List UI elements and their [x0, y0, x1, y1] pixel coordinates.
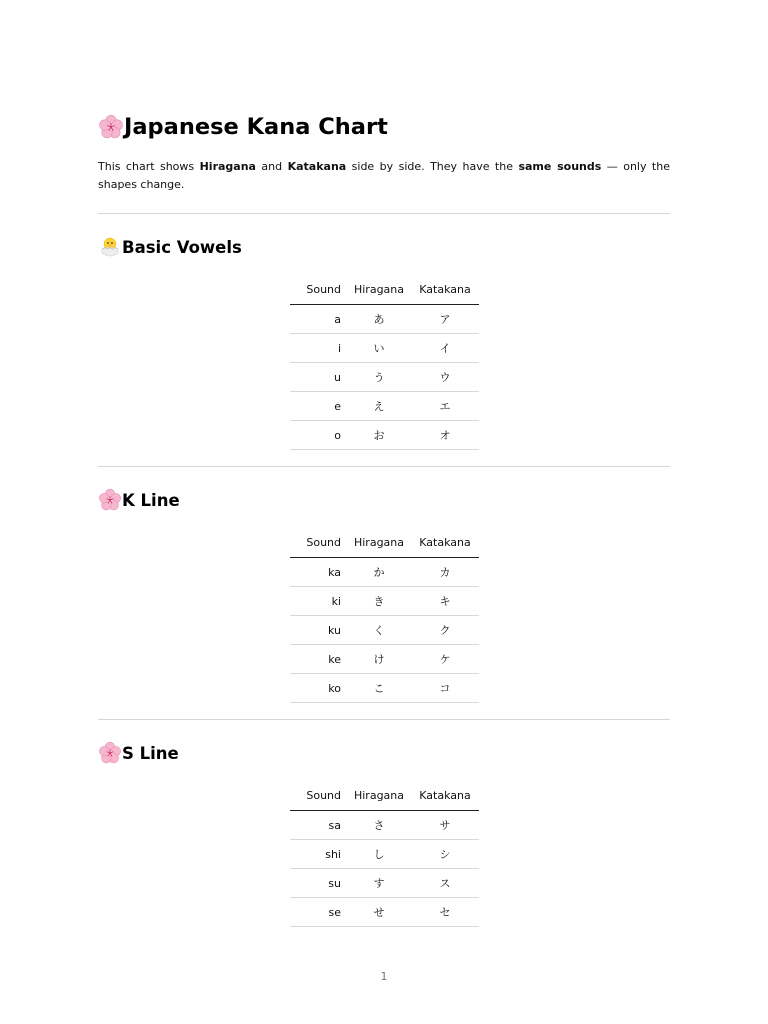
- sound-cell: a: [290, 305, 347, 334]
- page-title: [98, 110, 388, 144]
- intro-bold-hiragana: Hiragana: [199, 160, 256, 173]
- column-header-hiragana: Hiragana: [347, 780, 411, 811]
- intro-text: and: [255, 160, 288, 173]
- hiragana-cell: お: [347, 421, 411, 450]
- hiragana-cell: こ: [347, 674, 411, 703]
- katakana-cell: ケ: [411, 645, 479, 674]
- table-row: [290, 363, 479, 392]
- katakana-cell: オ: [411, 421, 479, 450]
- hiragana-cell: せ: [347, 898, 411, 927]
- sound-cell: sa: [290, 811, 347, 840]
- hatching-chick-icon: [98, 235, 122, 259]
- hiragana-cell: さ: [347, 811, 411, 840]
- table-header-row: [290, 274, 479, 305]
- table-row: [290, 840, 479, 869]
- sound-cell: o: [290, 421, 347, 450]
- intro-text: side by side. They have the: [346, 160, 519, 173]
- table-row: [290, 645, 479, 674]
- sound-cell: shi: [290, 840, 347, 869]
- katakana-cell: コ: [411, 674, 479, 703]
- column-header-katakana: Katakana: [411, 527, 479, 558]
- hiragana-cell: く: [347, 616, 411, 645]
- sound-cell: ko: [290, 674, 347, 703]
- section-heading-text: K Line: [122, 490, 180, 510]
- divider: [98, 719, 670, 720]
- sound-cell: ka: [290, 558, 347, 587]
- sound-cell: i: [290, 334, 347, 363]
- column-header-sound: Sound: [290, 527, 347, 558]
- intro-paragraph: [98, 158, 670, 194]
- hiragana-cell: け: [347, 645, 411, 674]
- column-header-sound: Sound: [290, 780, 347, 811]
- intro-bold-katakana: Katakana: [287, 160, 347, 173]
- divider: [98, 213, 670, 214]
- hiragana-cell: う: [347, 363, 411, 392]
- cherry-blossom-icon: [98, 114, 124, 140]
- divider: [98, 466, 670, 467]
- kana-table-k-line: [290, 527, 479, 703]
- cherry-blossom-icon: [98, 741, 122, 765]
- hiragana-cell: か: [347, 558, 411, 587]
- cherry-blossom-icon: [98, 488, 122, 512]
- table-row: [290, 421, 479, 450]
- hiragana-cell: す: [347, 869, 411, 898]
- section-heading-text: Basic Vowels: [122, 237, 242, 257]
- sound-cell: ki: [290, 587, 347, 616]
- section-heading-k-line: [98, 486, 180, 514]
- table-row: [290, 305, 479, 334]
- table-row: [290, 869, 479, 898]
- column-header-hiragana: Hiragana: [347, 274, 411, 305]
- sound-cell: se: [290, 898, 347, 927]
- table-row: [290, 587, 479, 616]
- column-header-katakana: Katakana: [411, 274, 479, 305]
- katakana-cell: ク: [411, 616, 479, 645]
- table-row: [290, 616, 479, 645]
- katakana-cell: カ: [411, 558, 479, 587]
- katakana-cell: イ: [411, 334, 479, 363]
- hiragana-cell: あ: [347, 305, 411, 334]
- katakana-cell: エ: [411, 392, 479, 421]
- hiragana-cell: し: [347, 840, 411, 869]
- kana-table-s-line: [290, 780, 479, 927]
- katakana-cell: セ: [411, 898, 479, 927]
- intro-text: This chart shows: [98, 160, 200, 173]
- page-title-text: Japanese Kana Chart: [124, 114, 388, 140]
- katakana-cell: シ: [411, 840, 479, 869]
- hiragana-cell: え: [347, 392, 411, 421]
- table-row: [290, 674, 479, 703]
- column-header-katakana: Katakana: [411, 780, 479, 811]
- katakana-cell: サ: [411, 811, 479, 840]
- sound-cell: u: [290, 363, 347, 392]
- column-header-sound: Sound: [290, 274, 347, 305]
- table-header-row: [290, 527, 479, 558]
- section-heading-basic-vowels: [98, 233, 242, 261]
- katakana-cell: キ: [411, 587, 479, 616]
- table-header-row: [290, 780, 479, 811]
- katakana-cell: ウ: [411, 363, 479, 392]
- table-row: [290, 334, 479, 363]
- hiragana-cell: い: [347, 334, 411, 363]
- katakana-cell: ア: [411, 305, 479, 334]
- table-row: [290, 392, 479, 421]
- section-heading-text: S Line: [122, 743, 179, 763]
- sound-cell: e: [290, 392, 347, 421]
- sound-cell: ke: [290, 645, 347, 674]
- hiragana-cell: き: [347, 587, 411, 616]
- kana-table-basic-vowels: [290, 274, 479, 450]
- section-heading-s-line: [98, 739, 179, 767]
- sound-cell: su: [290, 869, 347, 898]
- intro-text: — only the shapes change.: [98, 160, 670, 191]
- katakana-cell: ス: [411, 869, 479, 898]
- table-row: [290, 898, 479, 927]
- table-row: [290, 811, 479, 840]
- page-number: 1: [380, 970, 388, 983]
- column-header-hiragana: Hiragana: [347, 527, 411, 558]
- sound-cell: ku: [290, 616, 347, 645]
- table-row: [290, 558, 479, 587]
- intro-bold-same-sounds: same sounds: [518, 160, 602, 173]
